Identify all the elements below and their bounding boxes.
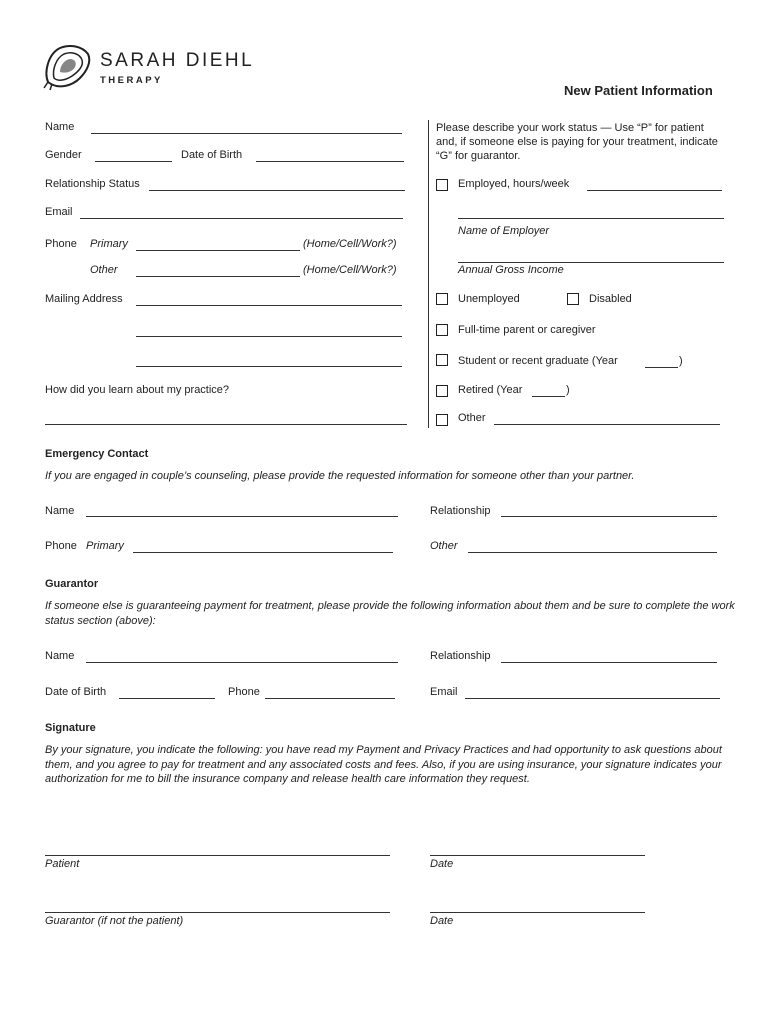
phone-other-field[interactable] — [136, 276, 300, 277]
name-label: Name — [45, 121, 75, 133]
relationship-status-field[interactable] — [149, 190, 405, 191]
emergency-phone-label: Phone — [45, 540, 77, 552]
guarantor-name-field[interactable] — [86, 662, 398, 663]
patient-date-label: Date — [430, 858, 454, 870]
guarantor-date-field[interactable] — [430, 912, 645, 913]
phone-primary-field[interactable] — [136, 250, 300, 251]
emergency-heading: Emergency Contact — [45, 448, 149, 460]
student-year-field[interactable] — [645, 367, 678, 368]
gender-field[interactable] — [95, 161, 172, 162]
emergency-phone-field[interactable] — [133, 552, 393, 553]
guarantor-phone-label: Phone — [228, 686, 260, 698]
retired-year-field[interactable] — [532, 396, 565, 397]
student-close: ) — [679, 355, 683, 367]
email-label: Email — [45, 206, 73, 218]
employed-checkbox[interactable] — [436, 179, 448, 191]
emergency-name-field[interactable] — [86, 516, 398, 517]
emergency-other-label: Other — [430, 540, 458, 552]
emergency-primary-label: Primary — [86, 540, 124, 552]
emergency-other-field[interactable] — [468, 552, 717, 553]
other-checkbox[interactable] — [436, 414, 448, 426]
guarantor-email-label: Email — [430, 686, 458, 698]
guarantor-signature-field[interactable] — [45, 912, 390, 913]
phone-label: Phone — [45, 238, 77, 250]
emergency-relationship-label: Relationship — [430, 505, 491, 517]
retired-close: ) — [566, 384, 570, 396]
parent-label: Full-time parent or caregiver — [458, 324, 596, 336]
disabled-label: Disabled — [589, 293, 632, 305]
gender-label: Gender — [45, 149, 82, 161]
guarantor-date-label: Date — [430, 915, 454, 927]
phone-other-hint: (Home/Cell/Work?) — [303, 264, 397, 276]
dob-field[interactable] — [256, 161, 404, 162]
phone-primary-label: Primary — [90, 238, 128, 250]
emergency-note: If you are engaged in couple’s counseling, please provide the requested information for someone other than your partner. — [45, 470, 635, 482]
guarantor-relationship-field[interactable] — [501, 662, 717, 663]
guarantor-relationship-label: Relationship — [430, 650, 491, 662]
patient-date-field[interactable] — [430, 855, 645, 856]
income-label: Annual Gross Income — [458, 264, 564, 276]
page-title: New Patient Information — [564, 83, 713, 98]
patient-signature-label: Patient — [45, 858, 80, 870]
emergency-name-label: Name — [45, 505, 75, 517]
name-field[interactable] — [91, 133, 402, 134]
mailing-address-field-3[interactable] — [136, 366, 402, 367]
guarantor-dob-field[interactable] — [119, 698, 215, 699]
patient-signature-field[interactable] — [45, 855, 390, 856]
disabled-checkbox[interactable] — [567, 293, 579, 305]
email-field[interactable] — [80, 218, 403, 219]
logo — [42, 42, 272, 92]
emergency-relationship-field[interactable] — [501, 516, 717, 517]
student-checkbox[interactable] — [436, 354, 448, 366]
guarantor-phone-field[interactable] — [265, 698, 395, 699]
other-work-field[interactable] — [494, 424, 720, 425]
mailing-address-field-1[interactable] — [136, 305, 402, 306]
employed-label: Employed, hours/week — [458, 178, 570, 190]
unemployed-label: Unemployed — [458, 293, 520, 305]
signature-note: By your signature, you indicate the following: you have read my Payment and Privacy Practices and had opportunity to ask questions about them, and you agree to pay for treatment and any associated costs and fees. Also, if you are using insurance, your signature indicates your authorization for me to bill the insurance company and release health care information they request. — [45, 744, 722, 785]
signature-heading: Signature — [45, 722, 96, 734]
employer-label: Name of Employer — [458, 225, 550, 237]
learn-field[interactable] — [45, 424, 407, 425]
guarantor-signature-label: Guarantor (if not the patient) — [45, 915, 184, 927]
mailing-address-label: Mailing Address — [45, 293, 123, 305]
guarantor-heading: Guarantor — [45, 578, 99, 590]
learn-label: How did you learn about my practice? — [45, 384, 230, 396]
guarantor-dob-label: Date of Birth — [45, 686, 107, 698]
guarantor-note: If someone else is guaranteeing payment for treatment, please provide the following information about them and be sure to complete the work status section (above): — [45, 600, 735, 627]
mailing-address-field-2[interactable] — [136, 336, 402, 337]
relationship-status-label: Relationship Status — [45, 178, 140, 190]
income-field[interactable] — [458, 262, 724, 263]
employed-hours-field[interactable] — [587, 190, 722, 191]
work-status-intro: Please describe your work status — Use “P” for patient and, if someone else is paying for your treatment, indicate “G” for guarantor. — [436, 122, 718, 162]
phone-primary-hint: (Home/Cell/Work?) — [303, 238, 397, 250]
column-divider — [428, 120, 429, 428]
other-work-label: Other — [458, 412, 486, 424]
employer-field[interactable] — [458, 218, 724, 219]
retired-checkbox[interactable] — [436, 385, 448, 397]
dob-label: Date of Birth — [181, 149, 243, 161]
guarantor-email-field[interactable] — [465, 698, 720, 699]
phone-other-label: Other — [90, 264, 118, 276]
guarantor-name-label: Name — [45, 650, 75, 662]
student-label: Student or recent graduate (Year — [458, 355, 618, 367]
unemployed-checkbox[interactable] — [436, 293, 448, 305]
parent-checkbox[interactable] — [436, 324, 448, 336]
retired-label: Retired (Year — [458, 384, 523, 396]
logo-subtitle: THERAPY — [100, 75, 163, 86]
logo-name: SARAH DIEHL — [100, 50, 255, 71]
oyster-logo-icon — [42, 42, 94, 92]
